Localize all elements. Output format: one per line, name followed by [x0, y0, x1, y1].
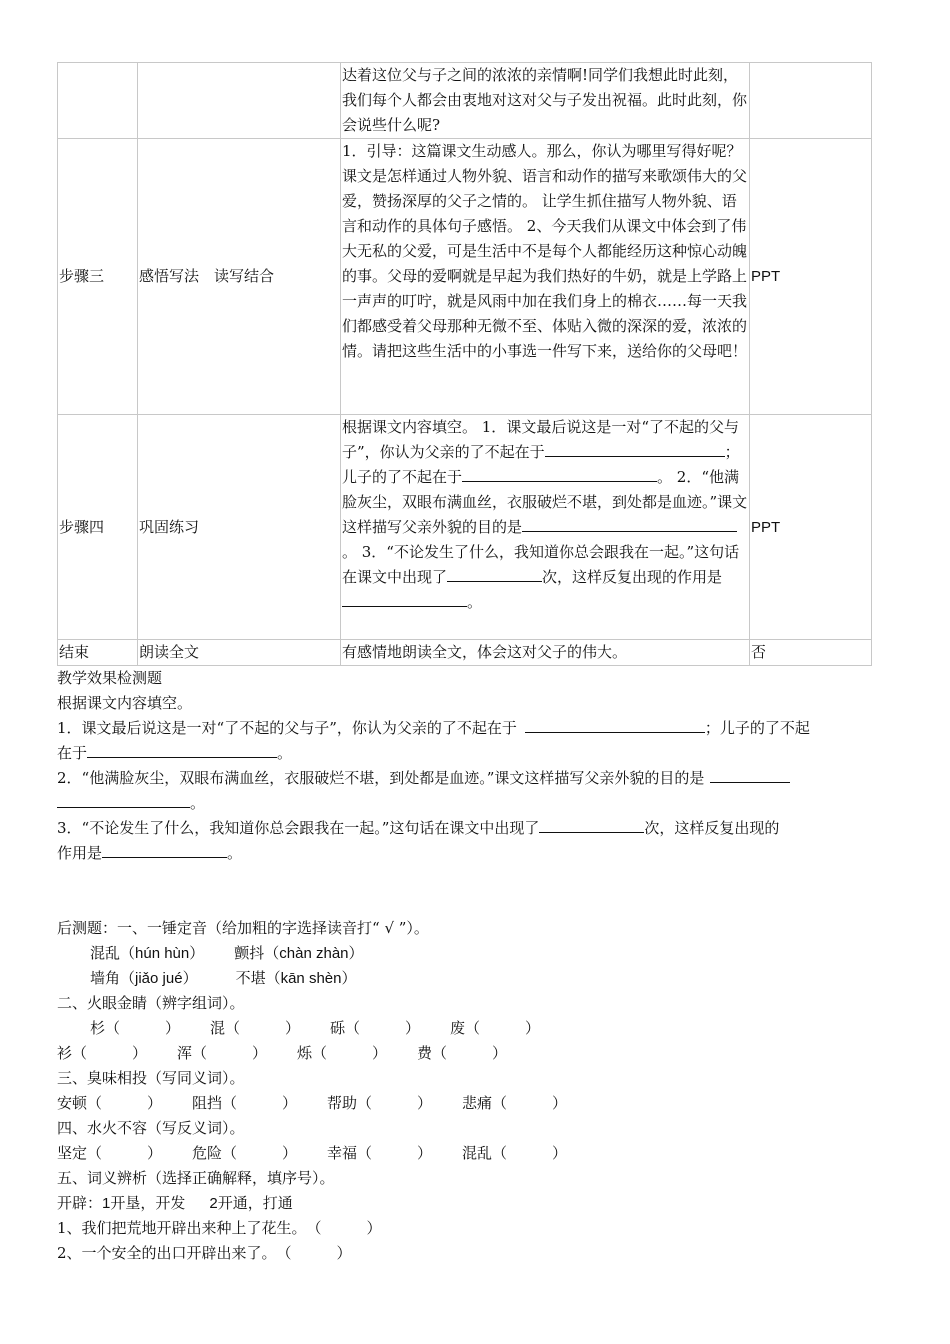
test-question-2 [57, 766, 897, 791]
activity-cell [138, 63, 341, 139]
pinyin: jiǎo jué [135, 970, 183, 987]
paren: ） [341, 969, 357, 987]
fill-text: 。 [467, 593, 483, 611]
media-cell: 否 [750, 640, 872, 666]
table-row [58, 139, 872, 415]
pinyin-item[interactable] [236, 969, 357, 987]
answer-blank[interactable] [57, 793, 190, 808]
pinyin-row-2 [90, 966, 930, 991]
table-row [58, 63, 872, 139]
word-blank-item[interactable]: 悲痛（ ） [462, 1094, 568, 1112]
step-cell: 步骤三 [58, 139, 138, 415]
paren: ） [348, 944, 364, 962]
answer-blank[interactable] [539, 818, 644, 833]
definition-line [57, 1191, 897, 1216]
test-question-1-cont [57, 741, 897, 766]
content-cell: 有感情地朗读全文，体会这对父子的伟大。 [341, 640, 750, 666]
activity-cell: 巩固练习 [138, 415, 341, 640]
step-cell: 步骤四 [58, 415, 138, 640]
posttest-section-2-title: 二、火眼金睛（辨字组词）。 [57, 994, 245, 1012]
step-cell: 结束 [58, 640, 138, 666]
word-blank-item[interactable]: 安顿（ ） [57, 1094, 163, 1112]
question-text: 在于 [57, 744, 88, 762]
question-text: 3．“不论发生了什么，我知道你总会跟我在一起。”这句话在课文中出现了 [57, 819, 540, 837]
word-blank-item[interactable]: 浑（ ） [177, 1044, 268, 1062]
word-blank-item[interactable]: 费（ ） [417, 1044, 508, 1062]
word-blank-item[interactable]: 帮助（ ） [327, 1094, 433, 1112]
answer-blank[interactable] [660, 442, 725, 457]
question-text: 次，这样反复出现的 [644, 819, 780, 837]
activity-cell: 朗读全文 [138, 640, 341, 666]
definition-question-2[interactable]: 2、一个安全的出口开辟出来了。 （ ） [57, 1244, 352, 1262]
word: 不堪（ [235, 969, 281, 987]
answer-blank[interactable] [545, 442, 660, 457]
test-question-3 [57, 816, 897, 841]
posttest-section-1-title: 后测题：一、一锤定音（给加粗的字选择读音打“ √ ”）。 [57, 919, 429, 937]
question-text: 2．“他满脸灰尘，双眼布满血丝，衣服破烂不堪，到处都是血迹。”课文这样描写父亲外貌的目的是 [57, 769, 705, 787]
posttest-section-5-title: 五、词义辨析（选择正确解释，填序号）。 [57, 1169, 335, 1187]
answer-blank[interactable] [647, 467, 657, 482]
fill-text: 次，这样反复出现的作用是 [542, 568, 723, 586]
fill-text: 根据课文内容填空。 1．课文最后说这是一对“了不起的父与子”，你认为父亲的了不起在于 [342, 418, 739, 461]
pinyin-item[interactable] [90, 969, 198, 987]
option-number: 1 [102, 1195, 111, 1212]
question-text: ；儿子的了不起 [704, 719, 810, 737]
test-question-3-cont [57, 841, 897, 866]
fill-text: 。 3．“不论发生了什么，我知道你总会跟我在一起。”这句话在课文中出现了 [342, 543, 740, 586]
pinyin-row-1 [90, 941, 930, 966]
answer-blank[interactable] [710, 768, 790, 783]
word-row [90, 1016, 930, 1041]
test-heading: 教学效果检测题 [57, 669, 163, 687]
word-blank-item[interactable]: 杉（ ） [90, 1019, 181, 1037]
word-blank-item[interactable]: 烁（ ） [297, 1044, 388, 1062]
option-text: 开通，打通 [217, 1194, 293, 1212]
word-blank-item[interactable]: 混乱（ ） [462, 1144, 568, 1162]
question-text: 作用是 [57, 844, 103, 862]
posttest-section-4-title: 四、水火不容（写反义词）。 [57, 1119, 245, 1137]
test-question-2-cont [57, 791, 897, 816]
answer-blank[interactable] [525, 718, 705, 733]
definition-question-1[interactable]: 1、我们把荒地开辟出来种上了花生。 （ ） [57, 1219, 382, 1237]
pinyin-item[interactable] [234, 944, 363, 962]
question-text: 。 [190, 794, 206, 812]
answer-blank[interactable] [462, 467, 647, 482]
content-cell: 1．引导：这篇课文生动感人。那么，你认为哪里写得好呢？课文是怎样通过人物外貌、语言和动作的描写来歌颂伟大的父爱，赞扬深厚的父子之情的。 让学生抓住描写人物外貌、语言和动作的具体句子感悟。 2、今天我们从课文中体会到了伟大无私的父爱，可是生活中不是每个人都能经历这种惊心动魄的事。父母的爱啊就是早起为我们热好的牛奶，就是上学路上一声声的叮咛，就是风雨中加在我们身上的棉衣……每一天我们都感受着父母那种无微不至、体贴入微的深深的爱，浓浓的情。请把这些生活中的小事选一件写下来，送给你的父母吧！ [341, 139, 750, 415]
test-intro: 根据课文内容填空。 [57, 694, 193, 712]
word-row [57, 1041, 897, 1066]
table-row [58, 640, 872, 666]
option-number: 2 [209, 1195, 218, 1212]
word: 混乱（ [90, 944, 136, 962]
answer-blank[interactable] [87, 743, 277, 758]
answer-blank[interactable] [417, 592, 467, 607]
word-blank-item[interactable]: 混（ ） [210, 1019, 301, 1037]
term: 开辟： [57, 1194, 103, 1212]
fill-text: ；儿子的了不起在于 [342, 443, 740, 486]
word-blank-item[interactable]: 幸福（ ） [327, 1144, 433, 1162]
option-text: 开垦，开发 [110, 1194, 186, 1212]
test-question-1 [57, 716, 897, 741]
synonym-row [57, 1091, 897, 1116]
word-blank-item[interactable]: 砾（ ） [330, 1019, 421, 1037]
question-text: 。 [277, 744, 293, 762]
answer-blank[interactable] [522, 517, 737, 532]
antonym-row [57, 1141, 897, 1166]
word-blank-item[interactable]: 阻挡（ ） [192, 1094, 298, 1112]
activity-cell: 感悟写法 读写结合 [138, 139, 341, 415]
question-text: 。 [227, 844, 243, 862]
paren: ） [182, 969, 198, 987]
content-cell [341, 415, 750, 640]
word: 颤抖（ [234, 944, 280, 962]
posttest-section-3-title: 三、臭味相投（写同义词）。 [57, 1069, 245, 1087]
content-cell: 达着这位父与子之间的浓浓的亲情啊!同学们我想此时此刻，我们每个人都会由衷地对这对父与子发出祝福。此时此刻，你会说些什么呢? [341, 63, 750, 139]
word-blank-item[interactable]: 废（ ） [450, 1019, 541, 1037]
media-cell: PPT [750, 415, 872, 640]
word-blank-item[interactable]: 危险（ ） [192, 1144, 298, 1162]
question-text: 1．课文最后说这是一对“了不起的父与子”，你认为父亲的了不起在于 [57, 719, 517, 737]
lesson-plan-table [57, 62, 872, 666]
step-cell [58, 63, 138, 139]
word-blank-item[interactable]: 坚定（ ） [57, 1144, 163, 1162]
answer-blank[interactable] [342, 592, 417, 607]
media-cell [750, 63, 872, 139]
pinyin: hún hùn [135, 945, 190, 962]
fill-text: 。 2．“他满脸灰尘，双眼布满血丝，衣服破烂不堪，到处都是血迹。”课文这样描写父亲外貌的目的是 [342, 468, 748, 536]
pinyin-item[interactable] [90, 944, 204, 962]
answer-blank[interactable] [447, 567, 542, 582]
media-cell: PPT [750, 139, 872, 415]
word: 墙角（ [90, 969, 136, 987]
paren: ） [189, 944, 205, 962]
pinyin: chàn zhàn [279, 945, 349, 962]
word-blank-item[interactable]: 衫（ ） [57, 1044, 148, 1062]
pinyin: kān shèn [280, 970, 342, 987]
answer-blank[interactable] [102, 843, 227, 858]
table-row [58, 415, 872, 640]
